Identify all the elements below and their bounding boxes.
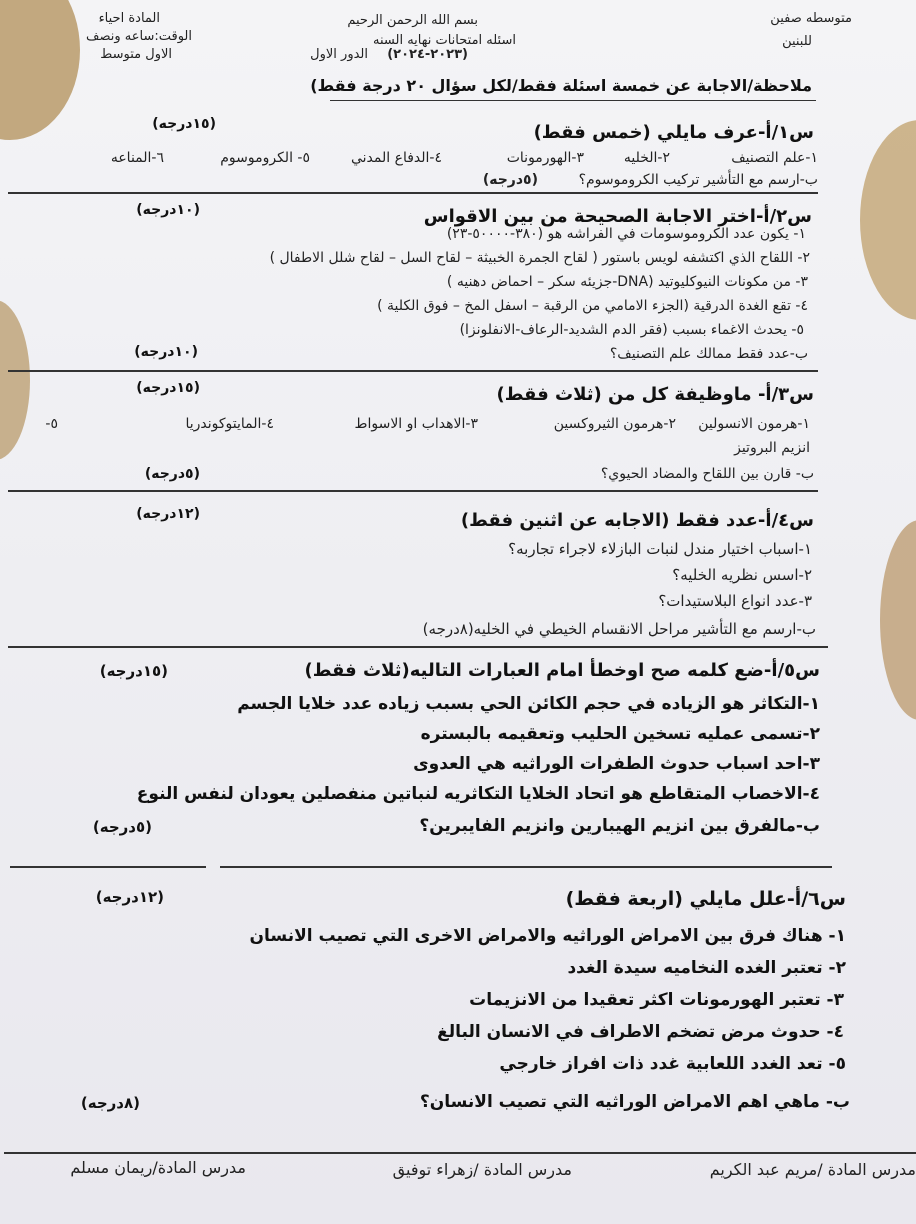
q1-item-1: ١-علم التصنيف bbox=[731, 150, 818, 166]
q3-item-3: ٣-الاهداب او الاسواط bbox=[354, 416, 478, 432]
q5-item-4: ٤-الاخصاب المتقاطع هو اتحاد الخلايا التكاثريه لنباتين منفصلين يعودان لنفس النوع bbox=[136, 784, 820, 804]
q3-a-title: س٣/أ- ماوظيفة كل من (ثلاث فقط) bbox=[496, 384, 814, 405]
divider bbox=[10, 866, 206, 868]
q5-b-mark: (٥درجه) bbox=[92, 818, 152, 836]
divider bbox=[8, 192, 818, 194]
q5-b-text: ب-مالفرق بين انزيم الهيبارين وانزيم الفايبرين؟ bbox=[419, 816, 820, 836]
q4-a-title: س٤/أ-عدد فقط (الاجابه عن اثنين فقط) bbox=[460, 510, 814, 531]
school-gender: للبنين bbox=[782, 34, 812, 49]
divider bbox=[8, 490, 818, 492]
q4-item-1: ١-اسباب اختيار مندل لنبات البازلاء لاجراء تجاربه؟ bbox=[508, 540, 812, 558]
q5-item-2: ٢-تسمى عمليه تسخين الحليب وتعقيمه بالبستره bbox=[420, 724, 820, 744]
divider bbox=[220, 866, 832, 868]
q2-b-text: ب-عدد فقط ممالك علم التصنيف؟ bbox=[609, 346, 808, 362]
q3-item-4: ٤-المايتوكوندريا bbox=[185, 416, 274, 432]
q6-b-text: ب- ماهي اهم الامراض الوراثيه التي تصيب الانسان؟ bbox=[419, 1092, 850, 1112]
q6-item-2: ٢- تعتبر الغده النخاميه سيدة الغدد bbox=[567, 958, 846, 978]
q1-item-4: ٤-الدفاع المدني bbox=[350, 150, 442, 166]
q3-b-text: ب- قارن بين اللقاح والمضاد الحيوي؟ bbox=[600, 466, 814, 482]
q2-b-mark: (١٠درجه) bbox=[134, 344, 198, 360]
q4-a-mark: (١٢درجه) bbox=[136, 506, 200, 522]
background-fabric-patch bbox=[860, 120, 916, 320]
q3-item-1: ١-هرمون الانسولين bbox=[698, 416, 810, 432]
divider bbox=[8, 370, 818, 372]
background-fabric-patch bbox=[880, 520, 916, 720]
exam-round: الدور الاول bbox=[310, 47, 368, 62]
exam-note: ملاحظة/الاجابة عن خمسة اسئلة فقط/لكل سؤال ٢٠ درجة فقط) bbox=[310, 76, 812, 95]
q1-item-6: ٦-المناعه bbox=[110, 150, 164, 166]
q1-item-3: ٣-الهورمونات bbox=[506, 150, 584, 166]
background-fabric-patch bbox=[0, 300, 30, 460]
q6-b-mark: (٨درجه) bbox=[80, 1094, 140, 1112]
q4-item-2: ٢-اسس نظريه الخليه؟ bbox=[672, 566, 812, 584]
divider bbox=[330, 100, 816, 101]
q3-item-5-cont: انزيم البروتيز bbox=[734, 440, 810, 456]
q1-item-5: ٥- الكروموسوم bbox=[220, 150, 310, 166]
q4-item-3: ٣-عدد انواع البلاستيدات؟ bbox=[658, 592, 812, 610]
q2-item-1: ١- يكون عدد الكروموسومات في الفراشه هو (٣٨٠-٥٠٠٠٠-٢٣) bbox=[446, 226, 806, 242]
teacher-1-signature: مدرس المادة /مريم عبد الكريم bbox=[709, 1160, 916, 1179]
q1-b-mark: (٥درجه) bbox=[482, 172, 538, 188]
q3-item-5: ٥- bbox=[45, 416, 58, 432]
subject: المادة احياء bbox=[98, 11, 160, 26]
teacher-3-signature: مدرس المادة/ريمان مسلم bbox=[70, 1158, 246, 1177]
teacher-2-signature: مدرس المادة /زهراء توفيق bbox=[392, 1160, 572, 1179]
background-fabric-patch bbox=[0, 0, 80, 140]
divider bbox=[4, 1152, 916, 1154]
q3-a-mark: (١٥درجه) bbox=[136, 380, 200, 396]
divider bbox=[8, 646, 828, 648]
q6-item-4: ٤- حدوث مرض تضخم الاطراف في الانسان البالغ bbox=[437, 1022, 844, 1042]
q3-b-mark: (٥درجه) bbox=[144, 466, 200, 482]
q5-item-1: ١-التكاثر هو الزياده في حجم الكائن الحي بسبب زياده عدد خلايا الجسم bbox=[237, 694, 820, 714]
q1-a-mark: (١٥درجه) bbox=[152, 116, 216, 132]
q2-a-mark: (١٠درجه) bbox=[136, 202, 200, 218]
q4-b-text: ب-ارسم مع التأشير مراحل الانقسام الخيطي في الخليه(٨درجه) bbox=[422, 620, 816, 638]
q2-item-4: ٤- تقع الغدة الدرقية (الجزء الامامي من الرقبة – اسفل المخ – فوق الكلية ) bbox=[377, 298, 808, 314]
exam-title: اسئله امتحانات نهايه السنه bbox=[373, 33, 516, 48]
q1-item-2: ٢-الخليه bbox=[623, 150, 670, 166]
q5-a-title: س٥/أ-ضع كلمه صح اوخطأ امام العبارات التاليه(ثلاث فقط) bbox=[304, 660, 820, 681]
q2-a-title: س٢/أ-اختر الاجابة الصحيحة من بين الاقواس bbox=[423, 206, 812, 227]
q5-item-3: ٣-احد اسباب حدوث الطفرات الوراثيه هي العدوى bbox=[413, 754, 820, 774]
q2-item-3: ٣- من مكونات النيوكليوتيد (DNA-جزيئه سكر – احماض دهنيه ) bbox=[446, 274, 808, 290]
q1-b-text: ب-ارسم مع التأشير تركيب الكروموسوم؟ bbox=[578, 172, 818, 188]
q2-item-2: ٢- اللقاح الذي اكتشفه لويس باستور ( لقاح الجمرة الخبيثة – لقاح السل – لقاح شلل الاطفال ) bbox=[269, 250, 810, 266]
basmala: بسم الله الرحمن الرحيم bbox=[347, 13, 478, 28]
exam-time: الوقت:ساعه ونصف bbox=[86, 29, 192, 44]
q6-a-mark: (١٢درجه) bbox=[95, 888, 164, 906]
q5-a-mark: (١٥درجه) bbox=[99, 662, 168, 680]
school-name: متوسطه صفين bbox=[770, 11, 852, 26]
exam-year: (٢٠٢٣-٢٠٢٤) bbox=[387, 47, 468, 62]
grade-level: الاول متوسط bbox=[100, 47, 172, 62]
q1-a-title: س١/أ-عرف مايلي (خمس فقط) bbox=[533, 122, 814, 143]
q3-item-2: ٢-هرمون الثيروكسين bbox=[553, 416, 676, 432]
q6-item-1: ١- هناك فرق بين الامراض الوراثيه والامراض الاخرى التي تصيب الانسان bbox=[249, 926, 846, 946]
q2-item-5: ٥- يحدث الاغماء بسبب (فقر الدم الشديد-الرعاف-الانفلونزا) bbox=[459, 322, 804, 338]
q6-item-3: ٣- تعتبر الهورمونات اكثر تعقيدا من الانزيمات bbox=[469, 990, 844, 1010]
q6-a-title: س٦/أ-علل مايلي (اربعة فقط) bbox=[565, 888, 846, 910]
q6-item-5: ٥- تعد الغدد اللعابية غدد ذات افراز خارجي bbox=[499, 1054, 846, 1074]
